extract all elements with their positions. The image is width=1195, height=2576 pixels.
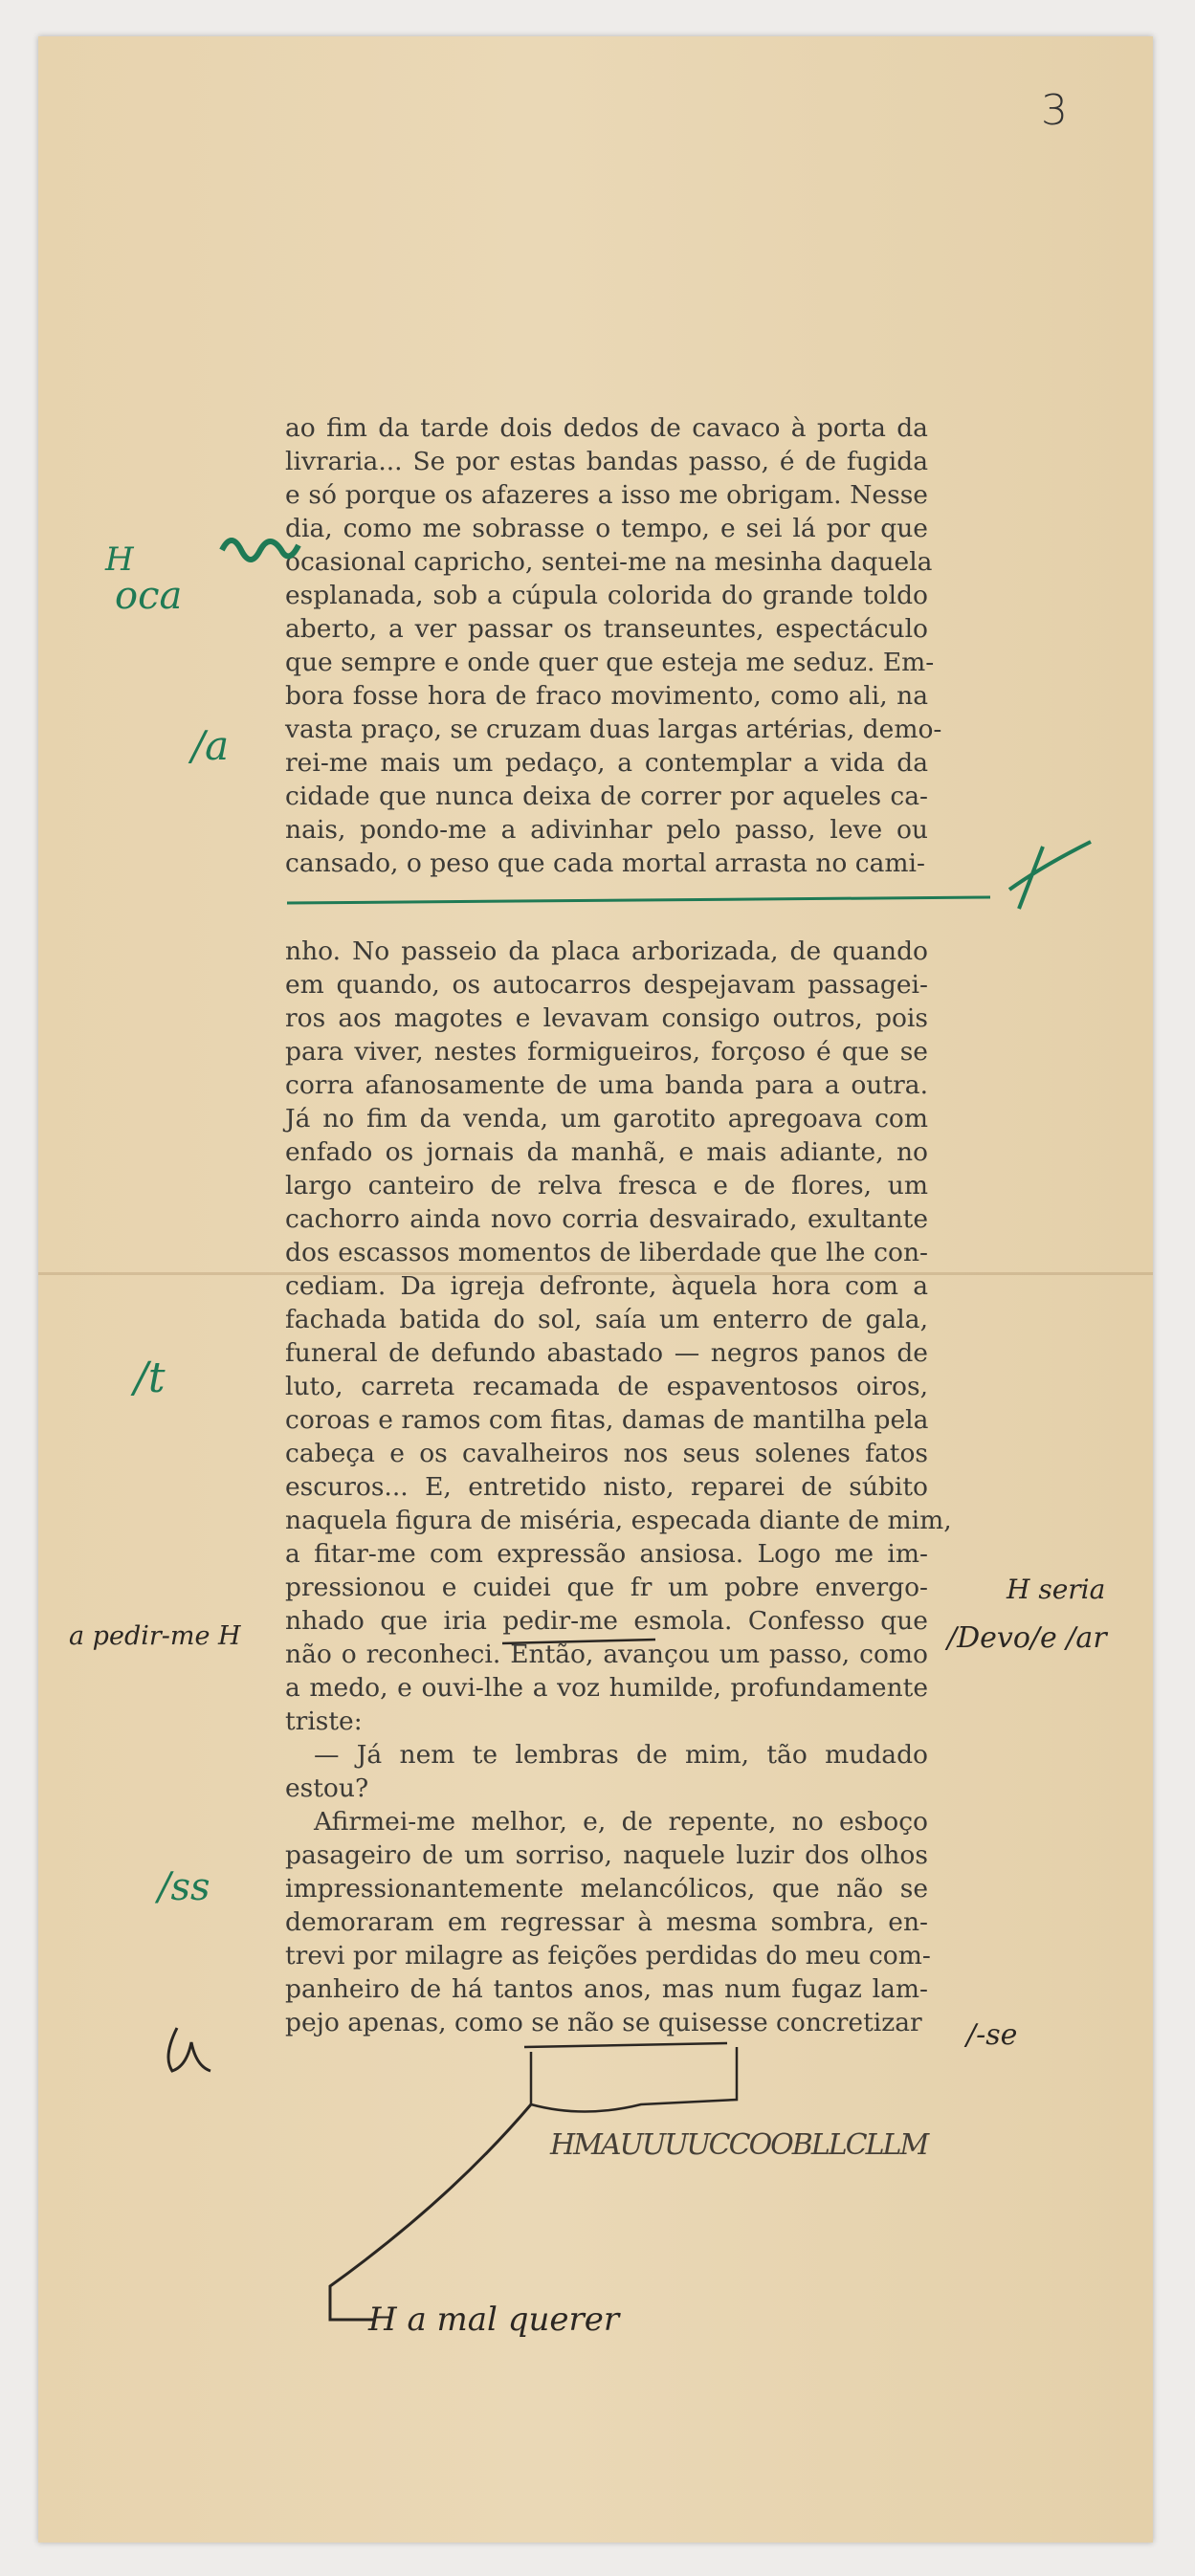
- text-line: não o reconheci. Então, avançou um passo, como: [285, 1640, 928, 1669]
- text-line: dos escassos momentos de liberdade que lhe con-: [285, 1238, 928, 1267]
- annotation-mal-querer: H a mal querer: [368, 2301, 620, 2339]
- text-line: coroas e ramos com fitas, damas de mantilha pela: [285, 1405, 929, 1435]
- text-line: largo canteiro de relva fresca e de flores, um: [285, 1171, 928, 1200]
- paragraph-mark: [168, 2028, 210, 2071]
- annotation-se: /-se: [966, 2018, 1018, 2052]
- annotation-pedir-me: a pedir-me H: [69, 1621, 241, 1651]
- text-line: que sempre e onde quer que esteja me seduz. Em-: [285, 648, 935, 677]
- annotation-seria: H seria: [1007, 1574, 1106, 1605]
- guide-line: [330, 2104, 531, 2320]
- text-line: esplanada, sob a cúpula colorida do grande toldo: [285, 581, 928, 610]
- text-line: cansado, o peso que cada mortal arrasta no cami-: [285, 848, 925, 878]
- annotation-it: /t: [134, 1354, 166, 1402]
- text-line: funeral de defundo abastado — negros panos de: [285, 1338, 928, 1368]
- annotation-ss: /ss: [158, 1865, 210, 1909]
- text-line: corra afanosamente de uma banda para a outra.: [285, 1070, 928, 1100]
- text-line: nais, pondo-me a adivinhar pelo passo, leve ou: [285, 815, 928, 845]
- annotation-oca: oca: [115, 574, 183, 618]
- text-line: ros aos magotes e levavam consigo outros, pois: [285, 1003, 928, 1033]
- text-line: trevi por milagre as feições perdidas do meu com-: [285, 1941, 931, 1971]
- annotation-devo-e-ar: /Devo/e /ar: [947, 1621, 1107, 1655]
- text-line: estou?: [285, 1773, 369, 1803]
- text-line: aberto, a ver passar os transeuntes, espectáculo: [285, 614, 928, 644]
- text-line: bora fosse hora de fraco movimento, como ali, na: [285, 681, 928, 711]
- text-line: luto, carreta recamada de espaventosos oiros,: [285, 1372, 928, 1401]
- text-line: pasageiro de um sorriso, naquele luzir dos olhos: [285, 1840, 928, 1870]
- text-line: escuros... E, entretido nisto, reparei de súbito: [285, 1472, 928, 1502]
- green-underline: [287, 897, 990, 903]
- text-line: impressionantemente melancólicos, que não se: [285, 1874, 928, 1904]
- text-line: a medo, e ouvi-lhe a voz humilde, profundamente: [285, 1673, 928, 1703]
- text-line: cediam. Da igreja defronte, àquela hora com a: [285, 1271, 928, 1301]
- text-line: cachorro ainda novo corria desvairado, exultante: [285, 1204, 928, 1234]
- text-line: para viver, nestes formigueiros, forçoso é que se: [285, 1037, 928, 1067]
- annotation-scribble: HMAUUUUCCOOBLLCLLM: [550, 2128, 928, 2162]
- green-end-mark: [1009, 842, 1091, 909]
- text-line: cidade que nunca deixa de correr por aqueles ca-: [285, 782, 928, 811]
- text-line: — Já nem te lembras de mim, tão mudado: [314, 1740, 928, 1770]
- text-line: fachada batida do sol, saía um enterro de gala,: [285, 1305, 928, 1334]
- annotation-a: /a: [191, 722, 230, 769]
- text-line: livraria... Se por estas bandas passo, é de fugida: [285, 447, 928, 476]
- text-line: demoraram em regressar à mesma sombra, en-: [285, 1907, 928, 1937]
- text-line: e só porque os afazeres a isso me obrigam. Nesse: [285, 480, 928, 510]
- insertion-bracket: [531, 2047, 737, 2112]
- text-line: triste:: [285, 1706, 363, 1736]
- text-line: panheiro de há tantos anos, mas num fugaz lam-: [285, 1974, 928, 2004]
- strike-se-nao: [524, 2043, 727, 2047]
- text-line: ocasional capricho, sentei-me na mesinha daquela: [285, 547, 933, 577]
- page-number: 3: [1041, 86, 1068, 135]
- text-line: dia, como me sobrasse o tempo, e sei lá por que: [285, 514, 928, 543]
- text-line: a fitar-me com expressão ansiosa. Logo me im-: [285, 1539, 928, 1569]
- text-line: pejo apenas, como se não se quisesse concretizar: [285, 2008, 922, 2037]
- text-line: pressionou e cuidei que fr um pobre envergo-: [285, 1573, 928, 1602]
- text-line: em quando, os autocarros despejavam passagei-: [285, 970, 928, 1000]
- text-line: rei-me mais um pedaço, a contemplar a vida da: [285, 748, 928, 778]
- text-line: nho. No passeio da placa arborizada, de quando: [285, 936, 928, 966]
- text-line: nhado que iria pedir-me esmola. Confesso que: [285, 1606, 928, 1636]
- text-line: enfado os jornais da manhã, e mais adiante, no: [285, 1137, 928, 1167]
- strike-que-iria: [502, 1640, 655, 1643]
- text-line: vasta praço, se cruzam duas largas artérias, demo-: [285, 715, 942, 744]
- text-line: naquela figura de miséria, especada diante de mim,: [285, 1506, 952, 1535]
- text-line: Já no fim da venda, um garotito apregoava com: [285, 1104, 928, 1134]
- text-line: ao fim da tarde dois dedos de cavaco à porta da: [285, 413, 928, 443]
- annotation-h-mark: H: [105, 540, 134, 579]
- text-line: cabeça e os cavalheiros nos seus solenes fatos: [285, 1439, 928, 1468]
- green-scribble: [222, 540, 299, 560]
- text-line: Afirmei-me melhor, e, de repente, no esboço: [314, 1807, 928, 1837]
